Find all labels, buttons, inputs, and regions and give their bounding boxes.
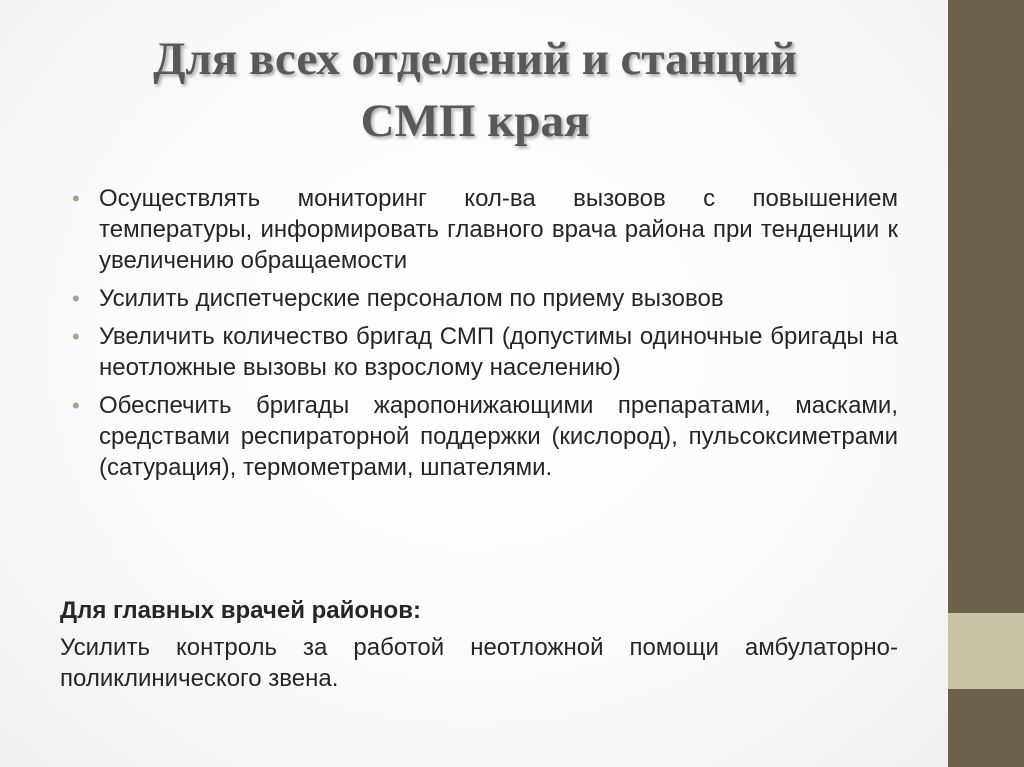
title-line-2: СМП края <box>360 95 590 147</box>
bullet-item-monitoring <box>60 183 898 276</box>
side-decor-accent <box>948 613 1024 689</box>
bullet-item-supplies <box>60 390 898 483</box>
bullet-dot-icon: • <box>72 286 80 311</box>
bullet-text: Усилить диспетчерские персоналом по приему вызовов <box>99 285 724 312</box>
title-line-1: Для всех отделений и станций <box>153 33 797 85</box>
bullet-text: Увеличить количество бригад СМП (допустимы одиночные бригады на неотложные вызовы ко взрослому населению) <box>99 323 898 381</box>
section-heading: Для главных врачей районов: <box>60 597 421 624</box>
slide-title <box>60 28 890 152</box>
bullet-item-dispatch <box>60 283 898 314</box>
bullet-text: Осуществлять мониторинг кол-ва вызовов с повышением температуры, информировать главного врача района при тенденции к увеличению обращаемости <box>99 185 898 274</box>
bullet-dot-icon: • <box>72 393 80 418</box>
section-body: Усилить контроль за работой неотложной помощи амбулаторно-поликлинического звена. <box>60 634 898 692</box>
bullet-item-brigades <box>60 321 898 383</box>
bullet-list <box>60 183 898 490</box>
bullet-text: Обеспечить бригады жаропонижающими препаратами, масками, средствами респираторной поддержки (кислород), пульсоксиметрами (сатурация), термометрами, шпателями. <box>99 392 898 481</box>
chief-doctors-section <box>60 595 898 694</box>
bullet-dot-icon: • <box>72 324 80 349</box>
bullet-dot-icon: • <box>72 186 80 211</box>
